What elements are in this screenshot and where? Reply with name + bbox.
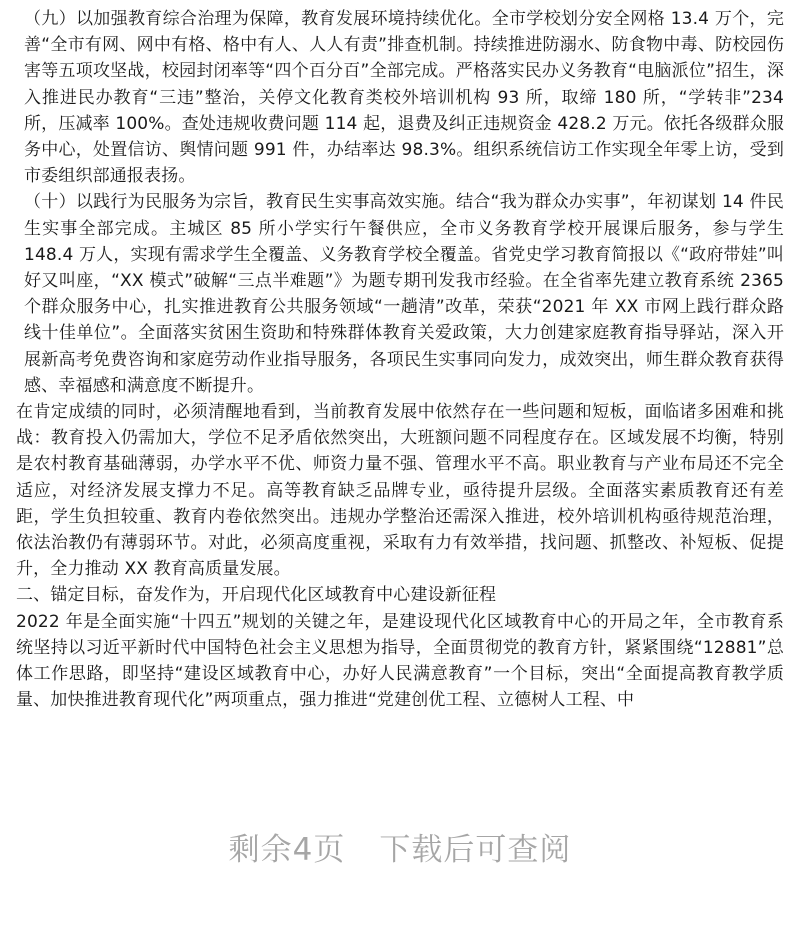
- paragraph-problems: 在肯定成绩的同时，必须清醒地看到，当前教育发展中依然存在一些问题和短板，面临诸多困难和挑战：教育投入仍需加大，学位不足矛盾依然突出，大班额问题不同程度存在。区域发展不均衡，特别是农村教育基础薄弱，办学水平不优、师资力量不强、管理水平不高。职业教育与产业布局还不完全适应，对经济发展支撑力不足。高等教育缺乏品牌专业，亟待提升层级。全面落实素质教育还有差距，学生负担较重、教育内卷依然突出。违规办学整治还需深入推进，校外培训机构亟待规范治理，依法治教仍有薄弱环节。对此，必须高度重视，采取有力有效举措，找问题、抓整改、补短板、促提升，全力推动 XX 教育高质量发展。: [16, 402, 784, 580]
- paragraph-ten: （十）以践行为民服务为宗旨，教育民生实事高效实施。结合“我为群众办实事”，年初谋划 14 件民生实事全部完成。主城区 85 所小学实行午餐供应，全市义务教育学校开展课后服务，参与学生 148.4 万人，实现有需求学生全覆盖、义务教育学校全覆盖。省党史学习教育简报以《“政府带娃”叫好又叫座，“XX 模式”破解“三点半难题”》为题专期刊发我市经验。在全省率先建立教育系统 2365 个群众服务中心，扎实推进教育公共服务领域“一趟清”改革，荣获“2021 年 XX 市网上践行群众路线十佳单位”。全面落实贫困生资助和特殊群体教育关爱政策，大力创建家庭教育指导驿站，深入开展新高考免费咨询和家庭劳动作业指导服务，各项民生实事同向发力，成效突出，师生群众教育获得感、幸福感和满意度不断提升。: [24, 192, 784, 396]
- download-to-view-text: 下载后可查阅: [379, 832, 572, 868]
- download-prompt-banner[interactable]: [0, 826, 800, 874]
- document-content: [0, 6, 800, 713]
- paragraph-final: 2022 年是全面实施“十四五”规划的关键之年，是建设现代化区域教育中心的开局之年，全市教育系统坚持以习近平新时代中国特色社会主义思想为指导，全面贯彻党的教育方针，紧紧围绕“12881”总体工作思路，即坚持“建设区域教育中心，办好人民满意教育”一个目标，突出“全面提高教育教学质量、加快推进教育现代化”两项重点，强力推进“党建创优工程、立德树人工程、中: [16, 611, 784, 711]
- bottom-fade-overlay: [0, 730, 800, 820]
- cut-off-top-line: [0, 0, 800, 4]
- section-heading: 二、锚定目标，奋发作为，开启现代化区域教育中心建设新征程: [16, 585, 497, 606]
- paragraph-nine: （九）以加强教育综合治理为保障，教育发展环境持续优化。全市学校划分安全网格 13.4 万个，完善“全市有网、网中有格、格中有人、人人有责”排查机制。持续推进防溺水、防食物中毒、防校园伤害等五项攻坚战，校园封闭率等“四个百分百”全部完成。严格落实民办义务教育“电脑派位”招生，深入推进民办教育“三违”整治，关停文化教育类校外培训机构 93 所，取缔 180 所，“学转非”234 所，压减率 100%。查处违规收费问题 114 起，退费及纠正违规资金 428.2 万元。依托各级群众服务中心，处置信访、舆情问题 991 件，办结率达 98.3%。组织系统信访工作实现全年零上访，受到市委组织部通报表扬。: [24, 9, 784, 187]
- remaining-pages-text: 剩余4页: [228, 832, 346, 868]
